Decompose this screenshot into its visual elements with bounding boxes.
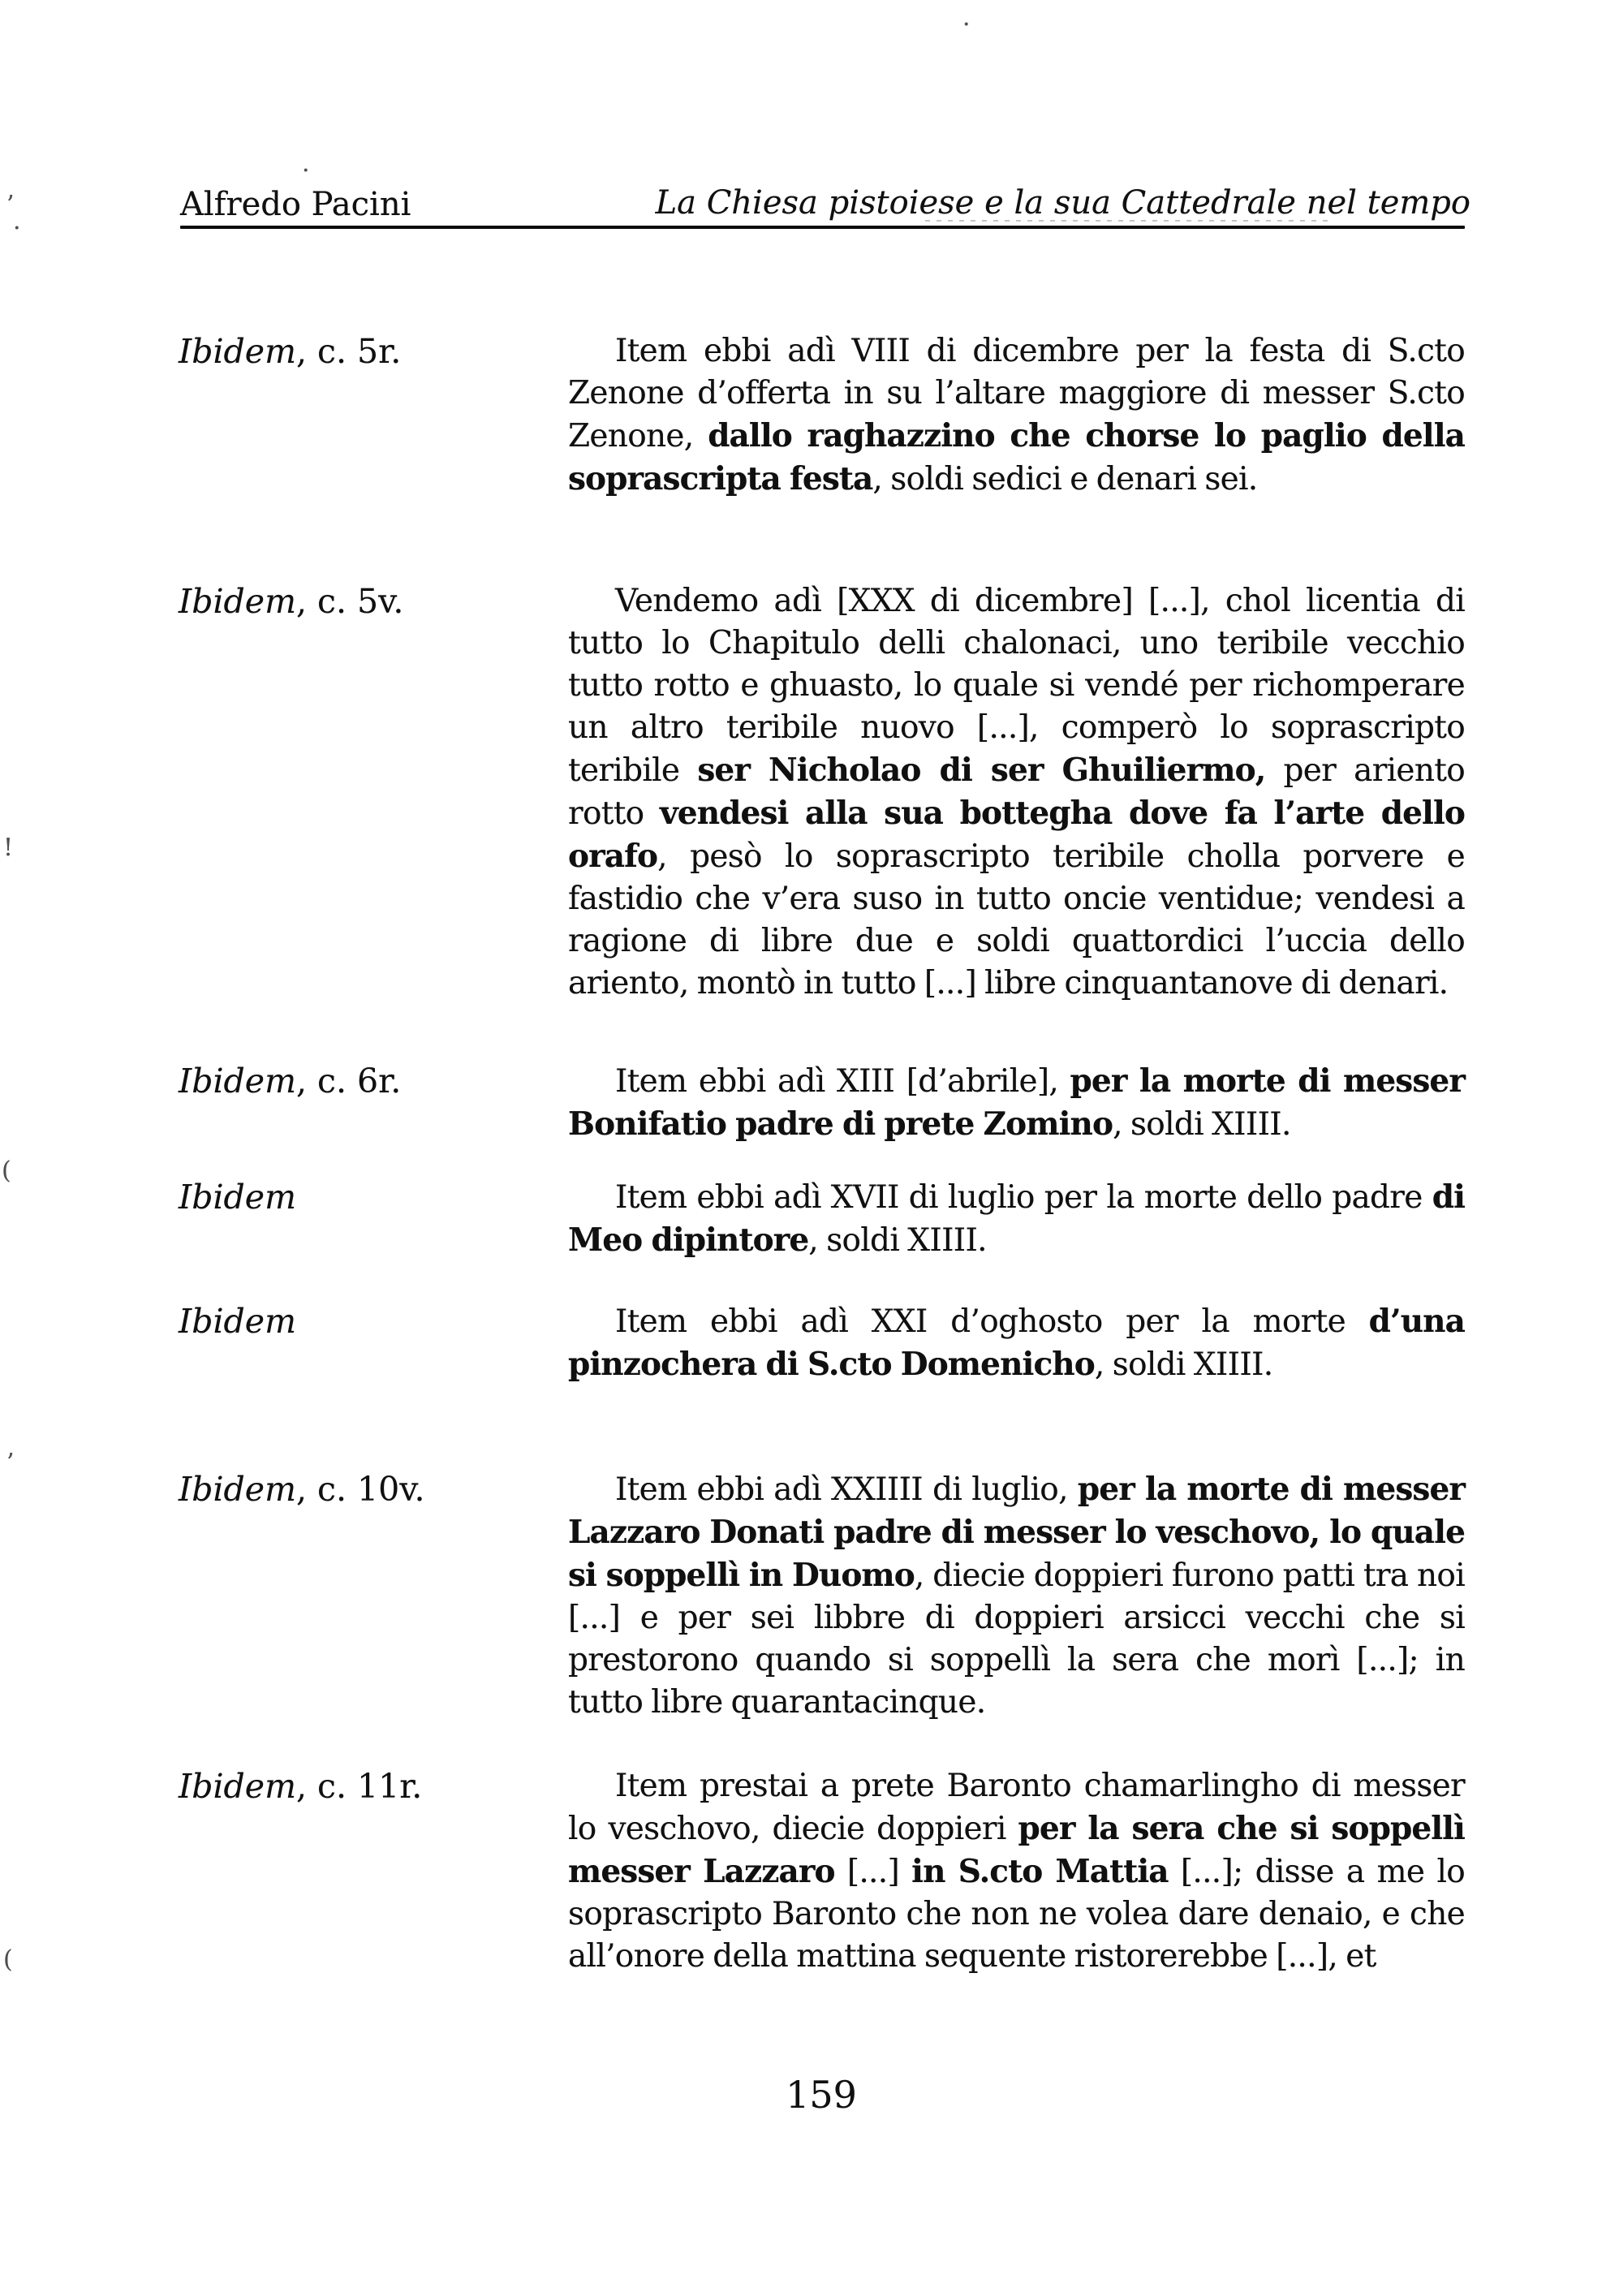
entry-text [568, 1468, 1465, 1724]
entry-text-segment: , soldi sedici e denari sei. [872, 461, 1258, 498]
header-rule-scan-echo [925, 220, 1331, 222]
entry-source-folio: , c. 5r. [295, 332, 402, 371]
entry-text-bold-segment: in S.cto Mattia [911, 1853, 1169, 1890]
entry-source-folio: , c. 6r. [295, 1062, 402, 1101]
entry-text-segment: , soldi XIIII. [808, 1222, 987, 1259]
entry-text-segment: Vendemo adì [XXX di dicembre] [...], chol licentia di tutto lo Chapitulo delli chalonaci, uno teribile vecchio tutto rotto e ghuasto, lo quale si vendé per richomperare un altro teribile nuovo [...], comperò lo soprascripto teribile [568, 583, 1465, 789]
entry-text-segment: per ariento rotto [568, 752, 1465, 832]
scan-artifact-mark: ’ [6, 191, 15, 219]
entry-text-bold-segment: per la morte di messer Lazzaro Donati padre di messer lo veschovo, lo quale si soppellì in Duomo [568, 1471, 1466, 1594]
entry-source-folio: , c. 11r. [295, 1767, 423, 1806]
entry-text-segment: Item ebbi adì XIII [d’abrile], [615, 1063, 1070, 1100]
running-header-author: Alfredo Pacini [180, 186, 411, 223]
entry-text-bold-segment: per la morte di messer Bonifatio padre di prete Zomino [568, 1062, 1465, 1143]
entry-text-segment: [...]; disse a me lo soprascripto Baronto che non ne volea dare denaio, e che all’onore della mattina sequente ristorerebbe [...], et [568, 1854, 1466, 1975]
scan-artifact-mark: ( [2, 1157, 11, 1185]
entry-text-segment: , pesò lo soprascripto teribile cholla porvere e fastidio che v’era suso in tutto oncie ventidue; vendesi a ragione di libre due e soldi quattordici l’uccia dello ariento, montò in tutto [...] libre cinquantanove di denari. [568, 838, 1465, 1002]
entry-text-segment: Item prestai a prete Baronto chamarlingho di messer lo veschovo, diecie doppieri [568, 1768, 1465, 1847]
entry-text-segment: Item ebbi adì XXIIII di luglio, [615, 1471, 1078, 1508]
entry-text-bold-segment: vendesi alla sua bottegha dove fa l’arte dello orafo [568, 795, 1465, 875]
archive-entry [0, 1468, 1619, 1724]
entry-text-segment: Item ebbi adì VIII di dicembre per la festa di S.cto Zenone d’offerta in su l’altare maggiore di messer S.cto Zenone, [568, 333, 1465, 454]
entry-source-folio: , c. 5v. [295, 582, 404, 621]
entry-text-bold-segment: per la sera che si soppellì messer Lazzaro [568, 1810, 1465, 1890]
scan-artifact-mark: ( [3, 1945, 13, 1974]
entry-text [568, 1176, 1465, 1262]
scan-artifact-mark: . [13, 207, 21, 235]
entry-source-label [179, 1765, 422, 1807]
entry-source-label [179, 580, 403, 622]
entry-source-ibidem: Ibidem [179, 332, 296, 371]
entry-source-ibidem: Ibidem [179, 1470, 296, 1509]
archive-entry [0, 580, 1619, 1005]
entry-text [568, 1300, 1465, 1386]
entry-source-label [179, 1468, 425, 1510]
archive-entry [0, 1060, 1619, 1146]
page-number: 159 [786, 2073, 857, 2117]
entry-text-bold-segment: ser Nicholao di ser Ghuiliermo, [697, 752, 1266, 789]
archive-entry [0, 1300, 1619, 1386]
archive-entry [0, 330, 1619, 501]
entry-text [568, 580, 1465, 1005]
scan-artifact-mark: · [962, 11, 971, 39]
entry-source-ibidem: Ibidem [179, 1767, 296, 1806]
entry-text [568, 1060, 1465, 1146]
archive-entry [0, 1176, 1619, 1262]
entry-text-segment: [...] [834, 1854, 912, 1890]
running-header-book-title: La Chiesa pistoiese e la sua Cattedrale nel tempo [655, 184, 1470, 222]
entry-source-ibidem: Ibidem [179, 582, 296, 621]
scan-artifact-mark: · [302, 157, 310, 185]
entry-source-label [179, 1300, 296, 1342]
entry-text-bold-segment: di Meo dipintore [568, 1178, 1465, 1259]
entry-source-folio: , c. 10v. [295, 1470, 425, 1509]
entry-text-bold-segment: d’una pinzochera di S.cto Domenicho [568, 1303, 1465, 1383]
entry-source-ibidem: Ibidem [179, 1178, 296, 1217]
scan-artifact-mark: ! [3, 834, 14, 862]
entry-text [568, 330, 1465, 501]
entry-source-ibidem: Ibidem [179, 1302, 296, 1341]
entry-text-segment: , soldi XIIII. [1113, 1106, 1291, 1143]
archive-entry [0, 1765, 1619, 1978]
entry-text-segment: Item ebbi adì XVII di luglio per la morte dello padre [615, 1179, 1432, 1216]
entry-text-segment: Item ebbi adì XXI d’oghosto per la morte [615, 1303, 1369, 1340]
scan-artifact-mark: ’ [6, 1449, 15, 1477]
entry-text [568, 1765, 1465, 1978]
entry-source-label [179, 1060, 401, 1102]
entry-source-label [179, 330, 401, 373]
entry-text-segment: , soldi XIIII. [1094, 1346, 1273, 1383]
entry-text-bold-segment: dallo raghazzino che chorse lo paglio della soprascripta festa [568, 417, 1466, 498]
entry-source-ibidem: Ibidem [179, 1062, 296, 1101]
entry-source-label [179, 1176, 296, 1218]
header-rule [180, 226, 1465, 229]
entry-text-segment: , diecie doppieri furono patti tra noi [...] e per sei libbre di doppieri arsicci vecchi che si prestorono quando si soppellì la sera che morì [...]; in tutto libre quarantacinque. [568, 1557, 1465, 1721]
